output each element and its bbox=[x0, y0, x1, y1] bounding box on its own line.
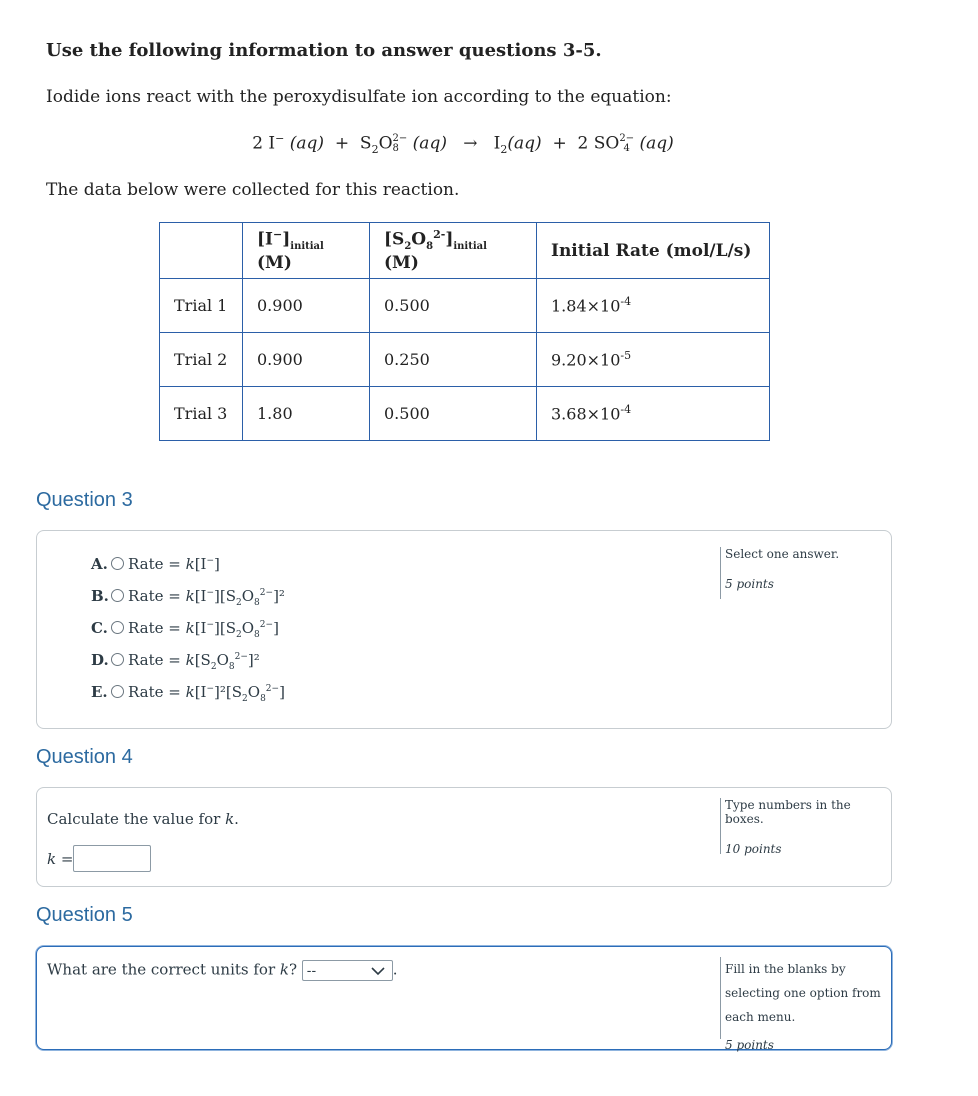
question-5-sidebar bbox=[720, 957, 885, 1052]
reaction-equation: 2 I− $(aq) + S_2O$ 2− 8 (aq) → $I_2(aq) + 2$ SO 2− 4 (aq) bbox=[252, 132, 674, 157]
k-label: k = bbox=[47, 850, 74, 868]
question-5-box bbox=[36, 946, 892, 1050]
points-text: 5 points bbox=[725, 1038, 774, 1052]
kinetics-data-table bbox=[159, 222, 770, 441]
question-5-heading: Question 5 bbox=[36, 904, 133, 926]
instruction-text: Type numbers in the boxes. bbox=[725, 798, 851, 826]
question-5-prompt: What are the correct units for k? -- . bbox=[47, 960, 398, 981]
data-note: The data below were collected for this reaction. bbox=[46, 180, 460, 200]
col-header-iodide: $[I^-]_{initial}$ (M) bbox=[243, 223, 370, 279]
question-4-prompt: Calculate the value for k. bbox=[47, 810, 239, 828]
instruction-text: Fill in the blanks by selecting one option from each menu. bbox=[725, 962, 881, 1024]
option-c[interactable]: C. Rate = $k[I^-][S_2O_8^{2-}]$ bbox=[91, 619, 279, 640]
intro-text: Iodide ions react with the peroxydisulfate ion according to the equation: bbox=[46, 87, 672, 107]
question-3-sidebar bbox=[720, 547, 839, 599]
option-d[interactable]: D. Rate = $k[S_2O_8^{2-}]^2$ bbox=[91, 651, 260, 672]
question-3-box bbox=[36, 530, 892, 729]
k-input[interactable] bbox=[73, 845, 151, 872]
trial-label: Trial 3 bbox=[160, 387, 243, 441]
question-3-heading: Question 3 bbox=[36, 489, 133, 511]
trial-label: Trial 1 bbox=[160, 279, 243, 333]
radio-c[interactable] bbox=[111, 621, 124, 634]
table-row bbox=[160, 387, 770, 441]
question-4-heading: Question 4 bbox=[36, 746, 133, 768]
peroxydisulfate-value: 0.500 bbox=[370, 279, 537, 333]
radio-a[interactable] bbox=[111, 557, 124, 570]
iodide-value: 1.80 bbox=[243, 387, 370, 441]
radio-e[interactable] bbox=[111, 685, 124, 698]
col-header-rate: Initial Rate (mol/L/s) bbox=[537, 223, 770, 279]
radio-d[interactable] bbox=[111, 653, 124, 666]
radio-b[interactable] bbox=[111, 589, 124, 602]
table-row bbox=[160, 333, 770, 387]
instruction-text: Select one answer. bbox=[725, 547, 840, 561]
question-4-box bbox=[36, 787, 892, 887]
option-e[interactable]: E. Rate = $k[I^-]^2[S_2O_8^{2-}]$ bbox=[91, 683, 285, 704]
rate-value: $1.84\times 10^{-4}$ bbox=[537, 279, 770, 333]
peroxydisulfate-value: 0.500 bbox=[370, 387, 537, 441]
iodide-value: 0.900 bbox=[243, 333, 370, 387]
table-row bbox=[160, 279, 770, 333]
col-header-peroxydisulfate: $[S_2O_8^{2-}]_{initial}$ (M) bbox=[370, 223, 537, 279]
question-4-sidebar bbox=[720, 798, 891, 854]
points-text: 5 points bbox=[725, 577, 774, 591]
units-select[interactable]: -- bbox=[302, 960, 393, 981]
peroxydisulfate-value: 0.250 bbox=[370, 333, 537, 387]
option-b[interactable]: B. Rate = $k[I^-][S_2O_8^{2-}]^2$ bbox=[91, 587, 285, 608]
chevron-down-icon bbox=[370, 963, 386, 979]
rate-value: $3.68\times 10^{-4}$ bbox=[537, 387, 770, 441]
rate-value: $9.20\times 10^{-5}$ bbox=[537, 333, 770, 387]
trial-label: Trial 2 bbox=[160, 333, 243, 387]
table-header-row bbox=[160, 223, 770, 279]
option-a[interactable]: A. Rate = k[I−] bbox=[91, 555, 220, 573]
instructions-heading: Use the following information to answer questions 3-5. bbox=[46, 40, 602, 61]
points-text: 10 points bbox=[725, 842, 782, 856]
iodide-value: 0.900 bbox=[243, 279, 370, 333]
